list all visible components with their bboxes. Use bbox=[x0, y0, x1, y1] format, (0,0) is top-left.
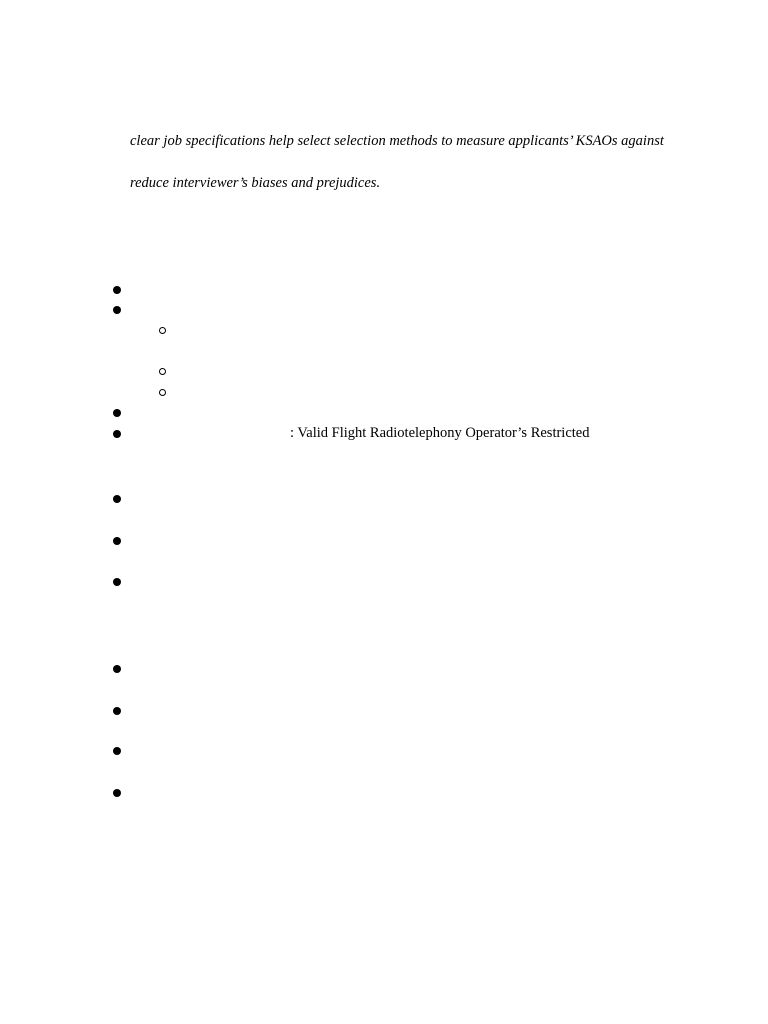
bullet-dot bbox=[113, 409, 121, 417]
bullet-dot bbox=[113, 495, 121, 503]
bullet-dot bbox=[113, 665, 121, 673]
sub-bullet-circle bbox=[159, 368, 166, 375]
bullet-dot bbox=[113, 578, 121, 586]
paragraph-line-2: reduce interviewer’s biases and prejudices. bbox=[130, 175, 381, 191]
paragraph-line-1: clear job specifications help select selection methods to measure applicants’ KSAOs against bbox=[130, 133, 664, 149]
bullet-dot bbox=[113, 747, 121, 755]
bullet-dot bbox=[113, 707, 121, 715]
bullet-dot bbox=[113, 306, 121, 314]
bullet-dot bbox=[113, 789, 121, 797]
bullet-dot bbox=[113, 430, 121, 438]
bullet-dot bbox=[113, 286, 121, 294]
sub-bullet-circle bbox=[159, 389, 166, 396]
licence-requirement-text: : Valid Flight Radiotelephony Operator’s Restricted bbox=[290, 425, 590, 441]
sub-bullet-circle bbox=[159, 327, 166, 334]
bullet-dot bbox=[113, 537, 121, 545]
